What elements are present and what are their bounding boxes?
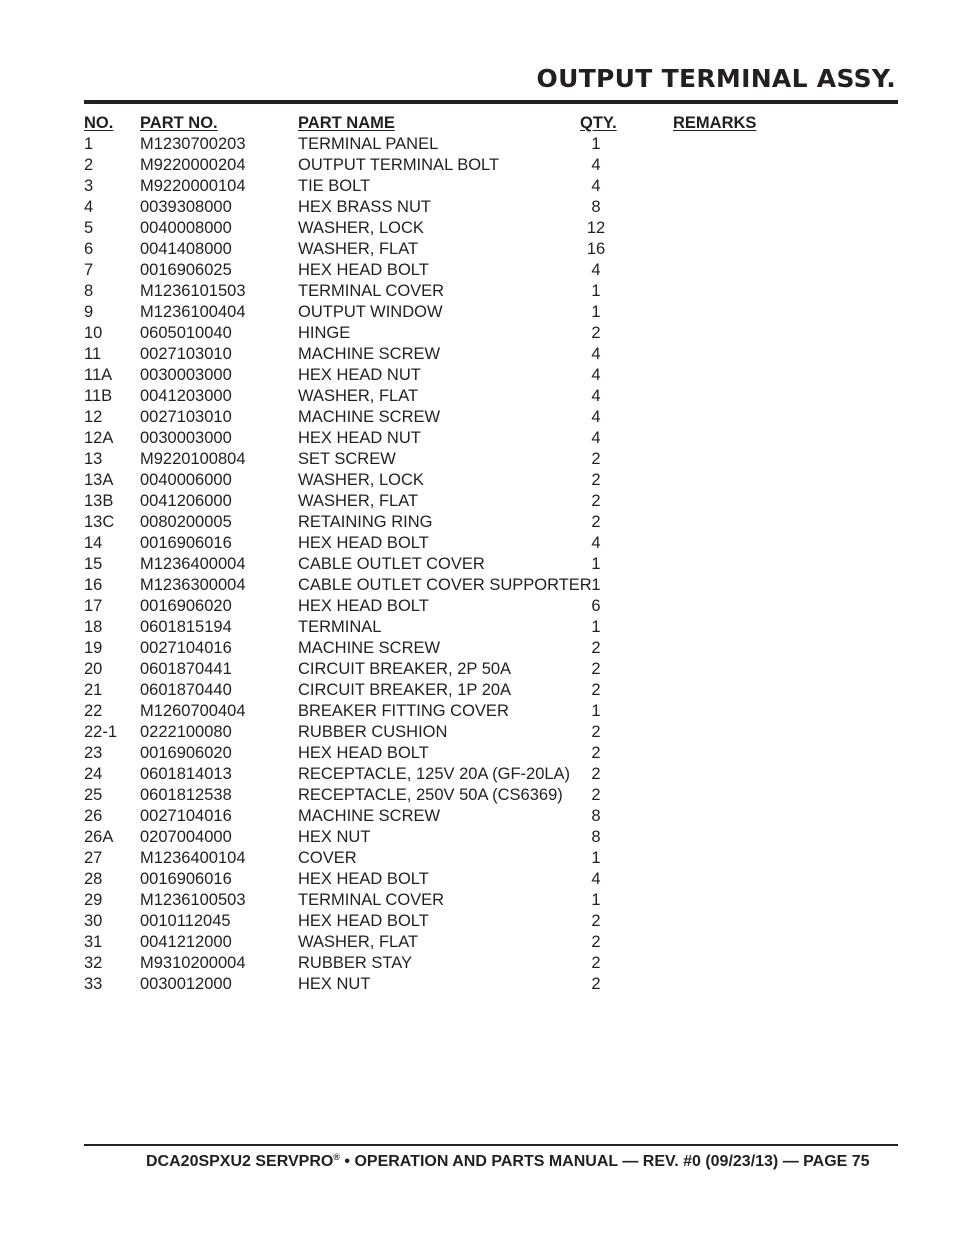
cell-qty: 2 (591, 975, 601, 993)
table-row (84, 764, 784, 785)
cell-no: 30 (84, 912, 103, 930)
table-row (84, 554, 784, 575)
cell-part-no: M9310200004 (140, 954, 246, 972)
cell-part-no: 0027103010 (140, 345, 232, 363)
cell-part-name: WASHER, FLAT (298, 240, 419, 258)
cell-part-name: HEX HEAD BOLT (298, 597, 429, 615)
cell-no: 26A (84, 828, 114, 846)
cell-qty: 2 (591, 492, 601, 510)
cell-part-no: 0027104016 (140, 639, 232, 657)
cell-part-name: WASHER, FLAT (298, 387, 419, 405)
cell-part-no: 0605010040 (140, 324, 232, 342)
cell-no: 7 (84, 261, 94, 279)
cell-qty: 1 (591, 576, 601, 594)
table-row (84, 176, 784, 197)
table-row (84, 743, 784, 764)
cell-part-no: 0222100080 (140, 723, 232, 741)
table-row (84, 323, 784, 344)
cell-no: 21 (84, 681, 103, 699)
cell-part-no: 0207004000 (140, 828, 232, 846)
table-row (84, 302, 784, 323)
cell-qty: 4 (591, 387, 601, 405)
cell-part-no: 0040006000 (140, 471, 232, 489)
cell-part-no: 0601814013 (140, 765, 232, 783)
cell-qty: 2 (591, 513, 601, 531)
cell-part-name: OUTPUT WINDOW (298, 303, 443, 321)
table-row (84, 848, 784, 869)
cell-part-no: 0601812538 (140, 786, 232, 804)
cell-part-no: M1236400104 (140, 849, 246, 867)
cell-qty: 2 (591, 933, 601, 951)
cell-part-name: MACHINE SCREW (298, 639, 441, 657)
cell-qty: 2 (591, 744, 601, 762)
cell-part-no: 0040008000 (140, 219, 232, 237)
table-row (84, 785, 784, 806)
cell-part-no: 0027104016 (140, 807, 232, 825)
cell-no: 8 (84, 282, 94, 300)
cell-qty: 1 (591, 282, 601, 300)
cell-part-no: 0080200005 (140, 513, 232, 531)
table-row (84, 512, 784, 533)
cell-qty: 1 (591, 555, 601, 573)
table-row (84, 974, 784, 995)
cell-no: 24 (84, 765, 103, 783)
cell-part-no: M9220000204 (140, 156, 246, 174)
table-row (84, 260, 784, 281)
table-row (84, 155, 784, 176)
cell-no: 14 (84, 534, 103, 552)
table-body (84, 134, 784, 995)
header-qty: QTY. (580, 114, 617, 132)
cell-no: 13C (84, 513, 115, 531)
cell-part-no: 0601815194 (140, 618, 232, 636)
cell-part-no: M1236101503 (140, 282, 246, 300)
cell-no: 13 (84, 450, 103, 468)
cell-qty: 6 (591, 597, 601, 615)
table-row (84, 638, 784, 659)
cell-no: 19 (84, 639, 103, 657)
cell-part-name: HEX HEAD BOLT (298, 534, 429, 552)
cell-part-no: 0030012000 (140, 975, 232, 993)
cell-no: 11 (84, 345, 102, 363)
cell-qty: 2 (591, 912, 601, 930)
cell-part-name: HEX NUT (298, 828, 371, 846)
cell-no: 11B (84, 387, 113, 405)
cell-qty: 8 (591, 198, 601, 216)
cell-part-no: 0030003000 (140, 366, 232, 384)
cell-part-name: CIRCUIT BREAKER, 1P 20A (298, 681, 512, 699)
cell-no: 11A (84, 366, 113, 384)
cell-part-name: WASHER, LOCK (298, 219, 424, 237)
cell-part-name: TIE BOLT (298, 177, 371, 195)
table-row (84, 617, 784, 638)
cell-part-name: MACHINE SCREW (298, 345, 441, 363)
cell-part-name: WASHER, FLAT (298, 492, 419, 510)
cell-part-name: HEX NUT (298, 975, 371, 993)
table-row (84, 386, 784, 407)
cell-part-name: RECEPTACLE, 250V 50A (CS6369) (298, 786, 563, 804)
cell-qty: 4 (591, 366, 601, 384)
cell-part-no: 0041212000 (140, 933, 232, 951)
cell-part-name: SET SCREW (298, 450, 396, 468)
cell-part-no: 0041203000 (140, 387, 232, 405)
cell-part-no: 0016906016 (140, 534, 232, 552)
table-row (84, 827, 784, 848)
cell-no: 20 (84, 660, 103, 678)
cell-qty: 4 (591, 156, 601, 174)
footer-model: DCA20SPXU2 SERVPRO (146, 1153, 334, 1170)
cell-part-no: 0016906020 (140, 744, 232, 762)
table-row (84, 953, 784, 974)
cell-part-name: WASHER, FLAT (298, 933, 419, 951)
cell-part-name: HEX HEAD NUT (298, 366, 421, 384)
cell-part-name: TERMINAL COVER (298, 282, 445, 300)
table-row (84, 344, 784, 365)
cell-qty: 1 (591, 135, 601, 153)
cell-no: 16 (84, 576, 103, 594)
cell-part-name: TERMINAL COVER (298, 891, 445, 909)
header-no: NO. (84, 114, 114, 132)
cell-qty: 2 (591, 723, 601, 741)
table-row (84, 281, 784, 302)
cell-part-no: 0601870440 (140, 681, 232, 699)
cell-no: 3 (84, 177, 94, 195)
table-row (84, 365, 784, 386)
cell-part-no: 0030003000 (140, 429, 232, 447)
cell-part-name: TERMINAL (298, 618, 382, 636)
cell-qty: 2 (591, 639, 601, 657)
page-title: OUTPUT TERMINAL ASSY. (536, 64, 896, 93)
cell-qty: 2 (591, 765, 601, 783)
cell-qty: 2 (591, 681, 601, 699)
table-row (84, 491, 784, 512)
cell-part-no: 0041408000 (140, 240, 232, 258)
table-row (84, 932, 784, 953)
cell-qty: 1 (591, 849, 601, 867)
cell-no: 31 (84, 933, 103, 951)
cell-part-name: RUBBER STAY (298, 954, 412, 972)
cell-part-no: 0041206000 (140, 492, 232, 510)
cell-part-name: RECEPTACLE, 125V 20A (GF-20LA) (298, 765, 571, 783)
cell-part-name: CABLE OUTLET COVER SUPPORTER (298, 576, 592, 594)
cell-part-name: MACHINE SCREW (298, 408, 441, 426)
cell-qty: 2 (591, 324, 601, 342)
cell-part-no: M1236300004 (140, 576, 246, 594)
table-header-row (84, 113, 784, 134)
table-row (84, 407, 784, 428)
cell-part-name: MACHINE SCREW (298, 807, 441, 825)
cell-no: 1 (84, 135, 94, 153)
cell-part-no: M9220100804 (140, 450, 246, 468)
table-row (84, 701, 784, 722)
cell-part-name: RUBBER CUSHION (298, 723, 448, 741)
cell-qty: 16 (586, 240, 606, 258)
cell-no: 6 (84, 240, 94, 258)
cell-no: 27 (84, 849, 103, 867)
page-footer (146, 1152, 870, 1171)
table-row (84, 575, 784, 596)
cell-part-name: HEX HEAD BOLT (298, 870, 429, 888)
cell-no: 22 (84, 702, 103, 720)
cell-qty: 2 (591, 954, 601, 972)
cell-no: 4 (84, 198, 94, 216)
cell-qty: 4 (591, 870, 601, 888)
cell-no: 17 (84, 597, 103, 615)
cell-qty: 2 (591, 471, 601, 489)
table-row (84, 428, 784, 449)
cell-qty: 4 (591, 408, 601, 426)
table-row (84, 722, 784, 743)
cell-part-name: CIRCUIT BREAKER, 2P 50A (298, 660, 512, 678)
cell-qty: 1 (591, 702, 601, 720)
table-row (84, 659, 784, 680)
cell-no: 23 (84, 744, 103, 762)
cell-part-name: RETAINING RING (298, 513, 433, 531)
cell-qty: 4 (591, 261, 601, 279)
cell-qty: 2 (591, 660, 601, 678)
cell-qty: 8 (591, 828, 601, 846)
cell-no: 33 (84, 975, 103, 993)
cell-no: 13A (84, 471, 114, 489)
cell-part-name: HEX HEAD BOLT (298, 744, 429, 762)
cell-part-no: M1236400004 (140, 555, 246, 573)
cell-part-no: 0010112045 (140, 912, 231, 930)
cell-part-name: HEX BRASS NUT (298, 198, 431, 216)
cell-part-no: 0601870441 (140, 660, 232, 678)
table-row (84, 911, 784, 932)
header-part-name: PART NAME (298, 114, 395, 132)
cell-part-no: 0039308000 (140, 198, 232, 216)
cell-qty: 1 (591, 891, 601, 909)
cell-no: 28 (84, 870, 103, 888)
table-row (84, 596, 784, 617)
cell-qty: 4 (591, 345, 601, 363)
cell-no: 12 (84, 408, 103, 426)
cell-qty: 4 (591, 177, 601, 195)
table-row (84, 533, 784, 554)
table-row (84, 239, 784, 260)
cell-no: 9 (84, 303, 94, 321)
table-row (84, 680, 784, 701)
cell-part-name: HINGE (298, 324, 351, 342)
table-row (84, 218, 784, 239)
cell-no: 12A (84, 429, 114, 447)
cell-part-name: COVER (298, 849, 357, 867)
cell-qty: 1 (591, 618, 601, 636)
table-row (84, 449, 784, 470)
cell-part-no: 0016906020 (140, 597, 232, 615)
parts-table (84, 113, 784, 995)
title-divider (84, 100, 898, 104)
cell-part-no: 0027103010 (140, 408, 232, 426)
cell-part-no: M1236100503 (140, 891, 246, 909)
cell-qty: 2 (591, 786, 601, 804)
registered-mark: ® (333, 1152, 340, 1162)
cell-part-name: HEX HEAD NUT (298, 429, 421, 447)
cell-no: 32 (84, 954, 103, 972)
cell-no: 2 (84, 156, 94, 174)
cell-no: 25 (84, 786, 103, 804)
cell-qty: 4 (591, 534, 601, 552)
footer-manual-info: • OPERATION AND PARTS MANUAL — REV. #0 (09/23/13) — PAGE 75 (339, 1153, 870, 1170)
cell-qty: 4 (591, 429, 601, 447)
table-row (84, 890, 784, 911)
cell-no: 29 (84, 891, 103, 909)
footer-divider (84, 1144, 898, 1146)
cell-qty: 2 (591, 450, 601, 468)
cell-part-name: WASHER, LOCK (298, 471, 424, 489)
table-row (84, 197, 784, 218)
table-row (84, 470, 784, 491)
cell-no: 18 (84, 618, 103, 636)
cell-part-name: HEX HEAD BOLT (298, 912, 429, 930)
cell-part-no: M1260700404 (140, 702, 246, 720)
cell-no: 22-1 (84, 723, 118, 741)
cell-part-name: BREAKER FITTING COVER (298, 702, 509, 720)
cell-part-no: M1236100404 (140, 303, 246, 321)
cell-part-no: M9220000104 (140, 177, 246, 195)
table-row (84, 134, 784, 155)
cell-no: 13B (84, 492, 114, 510)
cell-no: 15 (84, 555, 103, 573)
table-row (84, 806, 784, 827)
header-remarks: REMARKS (673, 114, 757, 132)
cell-qty: 1 (591, 303, 601, 321)
cell-no: 10 (84, 324, 103, 342)
header-part-no: PART NO. (140, 114, 218, 132)
cell-part-name: OUTPUT TERMINAL BOLT (298, 156, 500, 174)
cell-qty: 12 (586, 219, 606, 237)
table-row (84, 869, 784, 890)
cell-part-name: CABLE OUTLET COVER (298, 555, 485, 573)
cell-part-no: 0016906025 (140, 261, 232, 279)
cell-qty: 8 (591, 807, 601, 825)
cell-no: 26 (84, 807, 103, 825)
cell-part-name: TERMINAL PANEL (298, 135, 439, 153)
cell-part-name: HEX HEAD BOLT (298, 261, 429, 279)
cell-no: 5 (84, 219, 94, 237)
cell-part-no: M1230700203 (140, 135, 246, 153)
cell-part-no: 0016906016 (140, 870, 232, 888)
